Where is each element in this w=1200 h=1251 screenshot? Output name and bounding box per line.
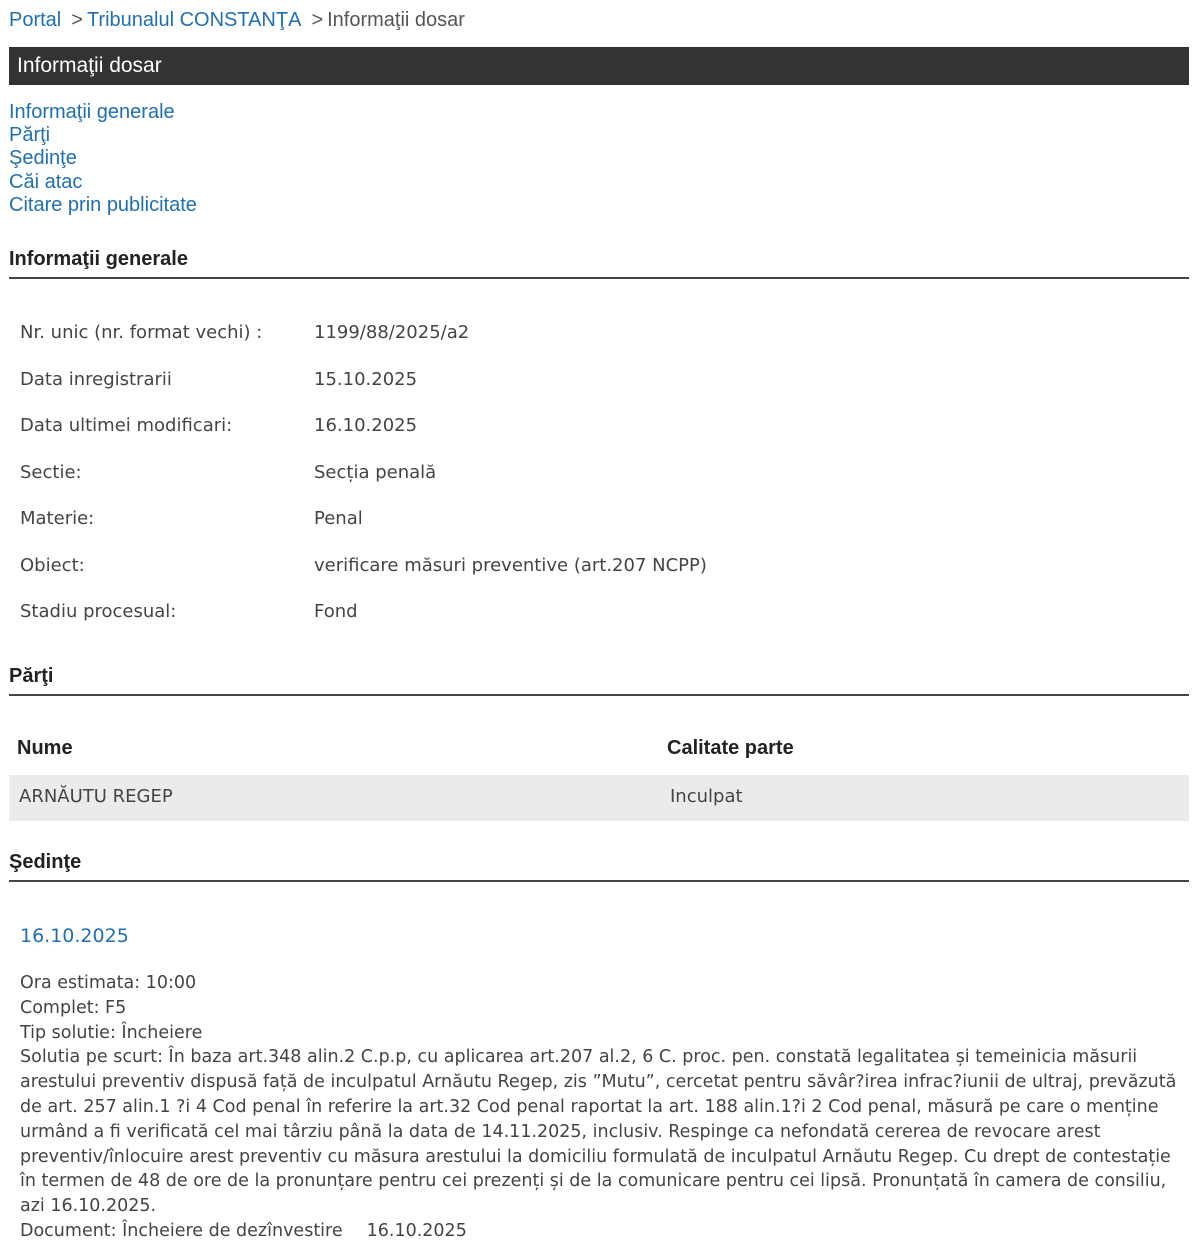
info-label: Nr. unic (nr. format vechi) : xyxy=(20,322,263,343)
info-value: Fond xyxy=(314,601,358,622)
party-role: Inculpat xyxy=(670,786,743,807)
session-document xyxy=(20,1219,1180,1244)
document-label: Document: Încheiere de dezînvestire xyxy=(20,1220,343,1241)
info-label: Data inregistrarii xyxy=(20,369,172,390)
info-value: Secția penală xyxy=(314,462,437,483)
section-nav xyxy=(9,101,197,217)
breadcrumb xyxy=(9,8,465,32)
document-date: 16.10.2025 xyxy=(366,1220,467,1241)
parties-table-header xyxy=(9,735,1189,765)
session-complet: Complet: F5 xyxy=(20,997,127,1018)
breadcrumb-portal-link[interactable]: Portal xyxy=(9,9,62,31)
nav-link-sedinte[interactable]: Şedinţe xyxy=(9,147,77,170)
column-header-calitate: Calitate parte xyxy=(667,737,794,759)
nav-link-informatii-generale[interactable]: Informaţii generale xyxy=(9,101,175,123)
session-ora: Ora estimata: 10:00 xyxy=(20,973,197,993)
section-heading-general: Informaţii generale xyxy=(9,247,1189,279)
breadcrumb-separator: > xyxy=(71,9,83,31)
info-value: 1199/88/2025/a2 xyxy=(314,322,470,343)
page-title: Informaţii dosar xyxy=(9,47,1189,85)
info-value: 15.10.2025 xyxy=(314,369,418,390)
breadcrumb-tribunal-link[interactable]: Tribunalul CONSTANŢA xyxy=(86,9,302,31)
info-label: Data ultimei modificari: xyxy=(20,415,233,436)
info-label: Sectie: xyxy=(20,462,82,483)
section-heading-parti: Părţi xyxy=(9,664,1189,696)
info-label: Obiect: xyxy=(20,555,85,576)
session-date: 16.10.2025 xyxy=(20,925,129,947)
info-value: 16.10.2025 xyxy=(314,415,418,436)
session-details xyxy=(20,971,1180,1244)
info-value: verificare măsuri preventive (art.207 NCPP) xyxy=(314,555,707,576)
breadcrumb-separator: > xyxy=(311,9,324,31)
column-header-nume: Nume xyxy=(17,737,73,759)
breadcrumb-current: Informaţii dosar xyxy=(327,9,465,31)
info-label: Materie: xyxy=(20,508,95,529)
info-value: Penal xyxy=(314,508,363,529)
info-label: Stadiu procesual: xyxy=(20,601,177,622)
session-solutie: Solutia pe scurt: În baza art.348 alin.2 C.p.p, cu aplicarea art.207 al.2, 6 C. proc. pen. constată legalitatea și temeinicia măsurii arestului preventiv dispusă față de inculpatul Arnăutu Regep, zis ”Mutu”, cercetat pentru săvâr?irea infrac?iunii de ultraj, prevăzută de art. 257 alin.1 ?i 4 Cod penal în referire la art.32 Cod penal raportat la art. 188 alin.1?i 2 Cod penal, măsură pe care o menține urmând a fi verificată cel mai târziu până la data de 14.11.2025, inclusiv. Respinge ca nefondată cererea de revocare arest preventiv/înlocuire arest preventiv cu măsura arestului la domiciliu formulată de inculpatul Arnăutu Regep. Cu drept de contestație în termen de 48 de ore de la pronunțare pentru cei prezenți și de la comunicare pentru cei lipsă. Pronunțată în camera de consiliu, azi 16.10.2025. xyxy=(20,1047,1177,1217)
nav-link-citare-publicitate[interactable]: Citare prin publicitate xyxy=(9,193,197,216)
section-heading-sedinte: Şedinţe xyxy=(9,850,1189,882)
nav-link-parti[interactable]: Părţi xyxy=(9,124,51,147)
session-tip-solutie: Tip solutie: Încheiere xyxy=(20,1022,203,1043)
table-row xyxy=(9,775,1189,821)
nav-link-cai-atac[interactable]: Căi atac xyxy=(9,170,83,193)
party-name: ARNĂUTU REGEP xyxy=(19,786,173,807)
